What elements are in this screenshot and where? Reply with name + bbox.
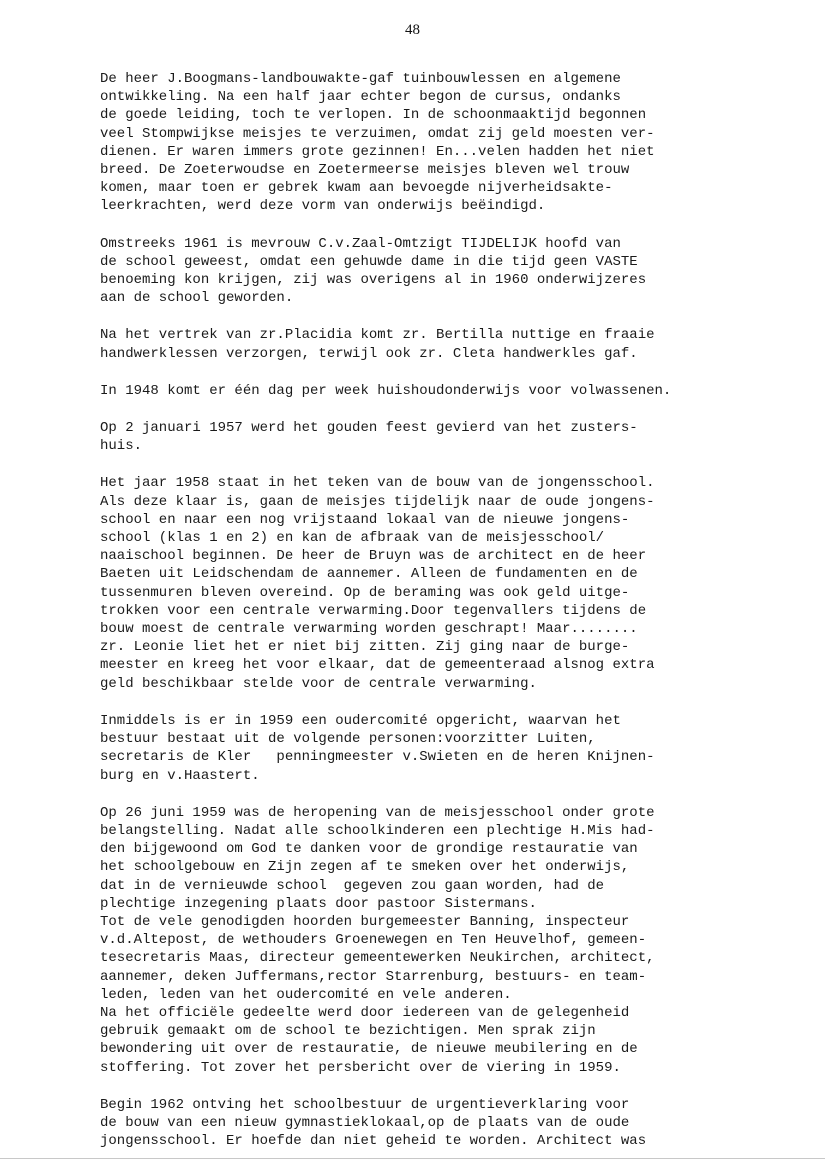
paragraph-heropening: Op 26 juni 1959 was de heropening van de meisjesschool onder grote belangstelling. Nadat alle schoolkinderen een plechtige H.Mis had- den bijgewoond om God te danken voor de grondige restauratie van het schoolgebouw en Zijn zegen af te smeken over het onderwijs, dat in de vernieuwde school gegeven zou gaan worden, had de plechtige inzegening plaats door pastoor Sistermans. Tot de vele genodigden hoorden burgemeester Banning, inspecteur v.d.Altepost, de wethouders Groenewegen en Ten Heuvelhof, gemeen- tesecretaris Maas, directeur gemeentewerken Neukirchen, architect, aannemer, deken Juffermans,rector Starrenburg, bestuurs- en team- leden, leden van het oudercomité en vele anderen. Na het officiële gedeelte werd door iedereen van de gelegenheid gebruik gemaakt om de school te bezichtigen. Men sprak zijn bewondering uit over de restauratie, de nieuwe meubilering en de stoffering. Tot zover het persbericht over de viering in 1959. (100, 804, 655, 1076)
paragraph-gymnastieklokaal: Begin 1962 ontving het schoolbestuur de urgentieverklaring voor de bouw van een nieuw gymnastieklokaal,op de plaats van de oude jongensschool. Er hoefde dan niet geheid te worden. Architect was (100, 1096, 647, 1150)
paragraph-oudercomite: Inmiddels is er in 1959 een oudercomité opgericht, waarvan het bestuur bestaat uit de volgende personen:voorzitter Luiten, secretaris de Kler penningmeester v.Swieten en de heren Knijnen- burg en v.Haastert. (100, 712, 655, 784)
paragraph-zaal-omtzigt: Omstreeks 1961 is mevrouw C.v.Zaal-Omtzigt TIJDELIJK hoofd van de school geweest, omdat een gehuwde dame in die tijd geen VASTE benoeming kon krijgen, zij was overigens al in 1960 onderwijzeres aan de school geworden. (100, 235, 647, 307)
paragraph-handwerklessen: Na het vertrek van zr.Placidia komt zr. Bertilla nuttige en fraaie handwerklessen verzorgen, terwijl ook zr. Cleta handwerkles gaf. (100, 327, 655, 362)
paragraph-gouden-feest: Op 2 januari 1957 werd het gouden feest gevierd van het zusters- huis. (100, 420, 638, 455)
bottom-rule (0, 1158, 825, 1159)
paragraph-cursus: De heer J.Boogmans-landbouwakte-gaf tuinbouwlessen en algemene ontwikkeling. Na een half jaar echter begon de cursus, ondanks de goede leiding, toch te verlopen. In de schoonmaaktijd begonnen veel Stompwijkse meisjes te verzuimen, omdat zij geld moesten ver- dienen. Er waren immers grote gezinnen! En...velen hadden het niet breed. De Zoeterwoudse en Zoetermeerse meisjes bleven wel trouw komen, maar toen er gebrek kwam aan bevoegde nijverheidsakte- leerkrachten, werd deze vorm van onderwijs beëindigd. (100, 71, 655, 215)
paragraph-bouw-jongensschool: Het jaar 1958 staat in het teken van de bouw van de jongensschool. Als deze klaar is, gaan de meisjes tijdelijk naar de oude jongens- school en naar een nog vrijstaand lokaal van de nieuwe jongens- school (klas 1 en 2) en kan de afbraak van de meisjesschool/ naaischool beginnen. De heer de Bruyn was de architect en de heer Baeten uit Leidschendam de aannemer. Alleen de fundamenten en de tussenmuren bleven overeind. Op de beraming was ook geld uitge- trokken voor een centrale verwarming.Door tegenvallers tijdens de bouw moest de centrale verwarming worden geschrapt! Maar........ zr. Leonie liet het er niet bij zitten. Zij ging naar de burge- meester en kreeg het voor elkaar, dat de gemeenteraad alsnog extra geld beschikbaar stelde voor de centrale verwarming. (100, 475, 655, 692)
page-number: 48 (405, 22, 420, 38)
document-body (100, 70, 790, 1169)
paragraph-huishoudonderwijs: In 1948 komt er één dag per week huishoudonderwijs voor volwassenen. (100, 382, 672, 399)
